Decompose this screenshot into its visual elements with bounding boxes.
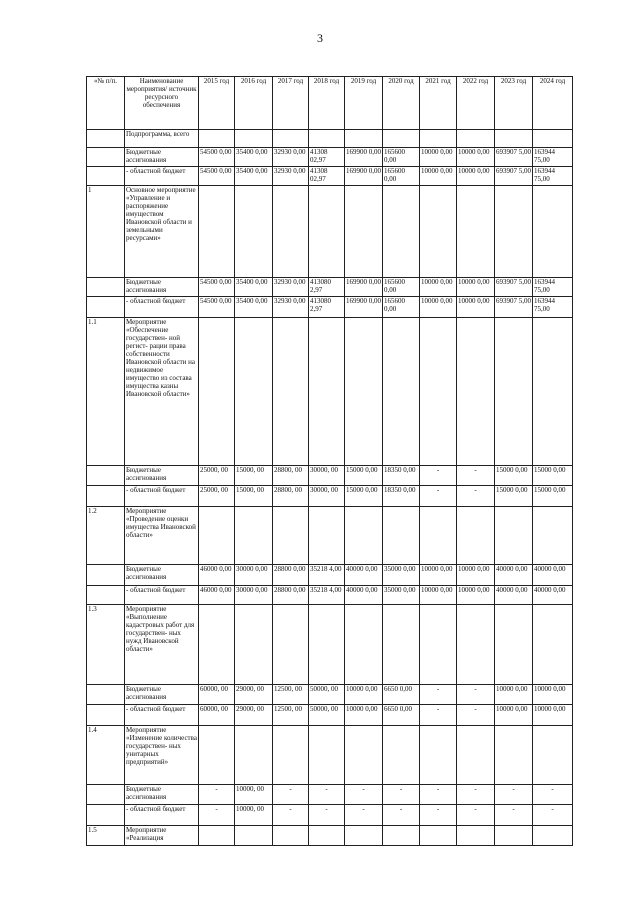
value-cell: 35218 4,00 <box>309 565 345 586</box>
value-cell <box>273 726 309 785</box>
item-name-cell: - областной бюджет <box>125 167 199 186</box>
value-cell: - <box>420 685 457 705</box>
value-cell: 18350 0,00 <box>383 466 420 486</box>
item-name-cell: Бюджетные ассигнования <box>125 685 199 705</box>
table-row <box>87 130 573 148</box>
value-cell: - <box>495 805 533 826</box>
value-cell: 40000 0,00 <box>495 565 533 586</box>
item-number-cell <box>87 565 125 586</box>
item-name-cell: - областной бюджет <box>125 586 199 605</box>
value-cell <box>309 605 345 685</box>
value-cell <box>495 507 533 565</box>
value-cell <box>309 130 345 148</box>
value-cell: 30000, 00 <box>309 466 345 486</box>
item-name-cell: Основное мероприятие «Управление и распоряжение имуществом Ивановской области и земельными ресурсами» <box>125 186 199 278</box>
value-cell: 35000 0,00 <box>383 586 420 605</box>
item-number-cell <box>87 705 125 726</box>
value-cell <box>345 726 383 785</box>
header-year: 2016 год <box>235 77 273 130</box>
item-number-cell: 1.4 <box>87 726 125 785</box>
header-year: 2021 год <box>420 77 457 130</box>
value-cell <box>383 726 420 785</box>
table-row <box>87 466 573 486</box>
item-number-cell <box>87 297 125 318</box>
value-cell: 40000 0,00 <box>495 586 533 605</box>
value-cell: 60000, 00 <box>199 705 235 726</box>
value-cell <box>420 507 457 565</box>
value-cell: - <box>199 805 235 826</box>
table-row <box>87 726 573 785</box>
header-year: 2017 год <box>273 77 309 130</box>
value-cell: 413080 2,97 <box>309 278 345 297</box>
table-row <box>87 148 573 167</box>
header-year: 2023 год <box>495 77 533 130</box>
value-cell <box>345 318 383 466</box>
item-number-cell: 1 <box>87 186 125 278</box>
item-name-cell: - областной бюджет <box>125 805 199 826</box>
value-cell <box>199 726 235 785</box>
item-name-cell: - областной бюджет <box>125 297 199 318</box>
item-number-cell <box>87 685 125 705</box>
value-cell: 29000, 00 <box>235 685 273 705</box>
item-number-cell: 1.1 <box>87 318 125 466</box>
value-cell <box>345 130 383 148</box>
value-cell <box>273 605 309 685</box>
value-cell: 169900 0,00 <box>345 278 383 297</box>
table-row <box>87 507 573 565</box>
value-cell: 40000 0,00 <box>345 565 383 586</box>
value-cell: 40000 0,00 <box>345 586 383 605</box>
value-cell: 15000 0,00 <box>345 486 383 507</box>
value-cell <box>309 318 345 466</box>
header-year: 2015 год <box>199 77 235 130</box>
value-cell: - <box>420 705 457 726</box>
value-cell <box>235 318 273 466</box>
value-cell: 29000, 00 <box>235 705 273 726</box>
value-cell: - <box>420 486 457 507</box>
value-cell: 163944 75,00 <box>533 278 573 297</box>
value-cell <box>235 186 273 278</box>
value-cell <box>345 605 383 685</box>
value-cell <box>273 130 309 148</box>
table-row <box>87 705 573 726</box>
value-cell: 15000, 00 <box>235 466 273 486</box>
value-cell <box>533 726 573 785</box>
value-cell <box>457 605 495 685</box>
value-cell <box>235 726 273 785</box>
value-cell <box>457 507 495 565</box>
value-cell: 10000, 00 <box>235 785 273 805</box>
value-cell <box>495 186 533 278</box>
value-cell: 10000 0,00 <box>420 148 457 167</box>
table-row <box>87 167 573 186</box>
item-name-cell: Мероприятие «Проведение оценки имущества Ивановской области» <box>125 507 199 565</box>
value-cell: - <box>457 486 495 507</box>
value-cell: 18350 0,00 <box>383 486 420 507</box>
value-cell: 28800, 00 <box>273 486 309 507</box>
value-cell <box>495 130 533 148</box>
item-number-cell <box>87 278 125 297</box>
value-cell: 6650 0,00 <box>383 685 420 705</box>
item-name-cell: Бюджетные ассигнования <box>125 466 199 486</box>
value-cell: 163944 75,00 <box>533 148 573 167</box>
value-cell <box>420 130 457 148</box>
value-cell <box>345 507 383 565</box>
value-cell: 60000, 00 <box>199 685 235 705</box>
value-cell <box>533 826 573 846</box>
value-cell: - <box>309 805 345 826</box>
header-year: 2020 год <box>383 77 420 130</box>
value-cell: 15000 0,00 <box>533 466 573 486</box>
value-cell <box>383 507 420 565</box>
value-cell: 54500 0,00 <box>199 148 235 167</box>
table-row <box>87 565 573 586</box>
value-cell: 10000 0,00 <box>457 297 495 318</box>
value-cell: 10000 0,00 <box>457 278 495 297</box>
item-name-cell: Бюджетные ассигнования <box>125 278 199 297</box>
value-cell <box>199 186 235 278</box>
item-number-cell <box>87 586 125 605</box>
value-cell <box>235 507 273 565</box>
value-cell: 15000 0,00 <box>345 466 383 486</box>
value-cell: 165600 0,00 <box>383 167 420 186</box>
value-cell <box>383 186 420 278</box>
value-cell: 32930 0,00 <box>273 148 309 167</box>
value-cell: 10000 0,00 <box>495 705 533 726</box>
value-cell: 46000 0,00 <box>199 586 235 605</box>
header-number: «№ п/п. <box>87 77 125 130</box>
value-cell: 35400 0,00 <box>235 167 273 186</box>
value-cell <box>235 826 273 846</box>
value-cell: 40000 0,00 <box>533 565 573 586</box>
item-name-cell: Мероприятие «Изменение количества государствен- ных унитарных предприятий» <box>125 726 199 785</box>
value-cell: - <box>457 705 495 726</box>
value-cell <box>345 826 383 846</box>
value-cell: 10000 0,00 <box>345 705 383 726</box>
item-name-cell: Бюджетные ассигнования <box>125 565 199 586</box>
item-number-cell: 1.5 <box>87 826 125 846</box>
value-cell: 28800 0,00 <box>273 565 309 586</box>
value-cell: 10000 0,00 <box>533 705 573 726</box>
header-year: 2024 год <box>533 77 573 130</box>
value-cell: - <box>345 785 383 805</box>
item-number-cell <box>87 486 125 507</box>
value-cell <box>273 826 309 846</box>
value-cell: 165600 0,00 <box>383 297 420 318</box>
value-cell <box>309 826 345 846</box>
value-cell <box>495 826 533 846</box>
value-cell <box>495 726 533 785</box>
value-cell: 35400 0,00 <box>235 297 273 318</box>
value-cell: 10000 0,00 <box>345 685 383 705</box>
item-number-cell: 1.3 <box>87 605 125 685</box>
item-number-cell <box>87 148 125 167</box>
value-cell <box>533 605 573 685</box>
value-cell <box>309 186 345 278</box>
value-cell: 32930 0,00 <box>273 297 309 318</box>
value-cell: 10000 0,00 <box>457 148 495 167</box>
table-row <box>87 486 573 507</box>
value-cell: - <box>533 785 573 805</box>
value-cell <box>457 130 495 148</box>
value-cell: 32930 0,00 <box>273 278 309 297</box>
table-row <box>87 605 573 685</box>
item-name-cell: Подпрограмма, всего <box>125 130 199 148</box>
header-year: 2022 год <box>457 77 495 130</box>
value-cell: 41308 02,97 <box>309 167 345 186</box>
value-cell <box>533 507 573 565</box>
value-cell: - <box>420 805 457 826</box>
value-cell: 693907 5,00 <box>495 278 533 297</box>
value-cell: - <box>309 785 345 805</box>
table-row <box>87 785 573 805</box>
item-name-cell: Мероприятие «Выполнение кадастровых работ для государствен- ных нужд Ивановской области» <box>125 605 199 685</box>
value-cell: 10000 0,00 <box>457 167 495 186</box>
value-cell: 10000 0,00 <box>420 586 457 605</box>
value-cell: - <box>345 805 383 826</box>
value-cell <box>199 507 235 565</box>
value-cell: - <box>457 685 495 705</box>
table-row <box>87 278 573 297</box>
value-cell: 10000 0,00 <box>420 278 457 297</box>
value-cell <box>309 507 345 565</box>
value-cell: 15000 0,00 <box>495 466 533 486</box>
value-cell: 15000 0,00 <box>533 486 573 507</box>
value-cell: 30000 0,00 <box>235 565 273 586</box>
value-cell: 54500 0,00 <box>199 278 235 297</box>
value-cell: 10000 0,00 <box>495 685 533 705</box>
value-cell: 35218 4,00 <box>309 586 345 605</box>
value-cell <box>420 186 457 278</box>
value-cell: 10000, 00 <box>235 805 273 826</box>
value-cell <box>420 605 457 685</box>
item-number-cell <box>87 785 125 805</box>
item-number-cell <box>87 805 125 826</box>
value-cell: 50000, 00 <box>309 685 345 705</box>
value-cell <box>273 507 309 565</box>
value-cell <box>383 130 420 148</box>
value-cell: 163944 75,00 <box>533 297 573 318</box>
header-year: 2019 год <box>345 77 383 130</box>
value-cell <box>420 726 457 785</box>
value-cell <box>495 318 533 466</box>
value-cell: 10000 0,00 <box>420 565 457 586</box>
value-cell: 28800, 00 <box>273 466 309 486</box>
table-row <box>87 297 573 318</box>
item-number-cell <box>87 466 125 486</box>
value-cell: - <box>383 805 420 826</box>
item-number-cell <box>87 130 125 148</box>
value-cell: 169900 0,00 <box>345 297 383 318</box>
value-cell <box>309 726 345 785</box>
value-cell <box>457 186 495 278</box>
value-cell: - <box>457 805 495 826</box>
value-cell: 35000 0,00 <box>383 565 420 586</box>
value-cell: - <box>420 785 457 805</box>
value-cell <box>235 130 273 148</box>
value-cell: 693907 5,00 <box>495 148 533 167</box>
item-name-cell: - областной бюджет <box>125 705 199 726</box>
value-cell <box>420 826 457 846</box>
value-cell <box>495 605 533 685</box>
value-cell: 15000, 00 <box>235 486 273 507</box>
value-cell: - <box>273 805 309 826</box>
value-cell: 12500, 00 <box>273 685 309 705</box>
value-cell: - <box>199 785 235 805</box>
value-cell: - <box>420 466 457 486</box>
value-cell: 12500, 00 <box>273 705 309 726</box>
value-cell: 54500 0,00 <box>199 167 235 186</box>
value-cell: 10000 0,00 <box>457 586 495 605</box>
value-cell: 54500 0,00 <box>199 297 235 318</box>
value-cell: 30000 0,00 <box>235 586 273 605</box>
item-name-cell: Бюджетные ассигнования <box>125 148 199 167</box>
value-cell <box>345 186 383 278</box>
value-cell: 40000 0,00 <box>533 586 573 605</box>
value-cell: 10000 0,00 <box>420 297 457 318</box>
value-cell <box>199 318 235 466</box>
value-cell: - <box>457 785 495 805</box>
table-row <box>87 685 573 705</box>
value-cell: 10000 0,00 <box>420 167 457 186</box>
value-cell <box>457 726 495 785</box>
value-cell: 10000 0,00 <box>457 565 495 586</box>
value-cell: 163944 75,00 <box>533 167 573 186</box>
value-cell <box>273 186 309 278</box>
value-cell <box>235 605 273 685</box>
item-name-cell: Бюджетные ассигнования <box>125 785 199 805</box>
value-cell <box>457 826 495 846</box>
table-row <box>87 318 573 466</box>
value-cell: 6650 0,00 <box>383 705 420 726</box>
value-cell: - <box>383 785 420 805</box>
table-row <box>87 186 573 278</box>
value-cell: - <box>495 785 533 805</box>
value-cell: 28800 0,00 <box>273 586 309 605</box>
table-row <box>87 805 573 826</box>
value-cell: 41308 02,97 <box>309 148 345 167</box>
table-header-row <box>87 77 573 130</box>
item-name-cell: - областной бюджет <box>125 486 199 507</box>
value-cell: 25000, 00 <box>199 466 235 486</box>
value-cell: - <box>273 785 309 805</box>
value-cell <box>383 605 420 685</box>
value-cell <box>383 318 420 466</box>
item-name-cell: Мероприятие «Реализация <box>125 826 199 846</box>
page-number: 3 <box>317 31 323 45</box>
value-cell: 15000 0,00 <box>495 486 533 507</box>
value-cell: 165600 0,00 <box>383 148 420 167</box>
funding-table <box>86 76 573 846</box>
value-cell <box>199 130 235 148</box>
table-row <box>87 826 573 846</box>
value-cell: - <box>533 805 573 826</box>
value-cell: 50000, 00 <box>309 705 345 726</box>
value-cell: 413080 2,97 <box>309 297 345 318</box>
value-cell: 46000 0,00 <box>199 565 235 586</box>
value-cell: 169900 0,00 <box>345 167 383 186</box>
header-year: 2018 год <box>309 77 345 130</box>
value-cell: 35400 0,00 <box>235 278 273 297</box>
value-cell: 693907 5,00 <box>495 297 533 318</box>
value-cell: 35400 0,00 <box>235 148 273 167</box>
header-name: Наименование мероприятия/ источник ресурсного обеспечения <box>125 77 199 130</box>
value-cell: 169900 0,00 <box>345 148 383 167</box>
value-cell <box>533 186 573 278</box>
value-cell: 10000 0,00 <box>533 685 573 705</box>
value-cell: 693907 5,00 <box>495 167 533 186</box>
item-number-cell: 1.2 <box>87 507 125 565</box>
value-cell <box>533 130 573 148</box>
value-cell <box>533 318 573 466</box>
value-cell: 25000, 00 <box>199 486 235 507</box>
value-cell <box>420 318 457 466</box>
value-cell <box>273 318 309 466</box>
item-number-cell <box>87 167 125 186</box>
value-cell <box>383 826 420 846</box>
value-cell: 30000, 00 <box>309 486 345 507</box>
value-cell: - <box>457 466 495 486</box>
table-body <box>87 130 573 846</box>
table-row <box>87 586 573 605</box>
value-cell <box>457 318 495 466</box>
item-name-cell: Мероприятие «Обеспечение государствен- ной регист- рации права собственности Ивановской области на недвижимое имущество из состава имущества казны Ивановской области» <box>125 318 199 466</box>
value-cell: 165600 0,00 <box>383 278 420 297</box>
value-cell <box>199 605 235 685</box>
value-cell <box>199 826 235 846</box>
value-cell: 32930 0,00 <box>273 167 309 186</box>
